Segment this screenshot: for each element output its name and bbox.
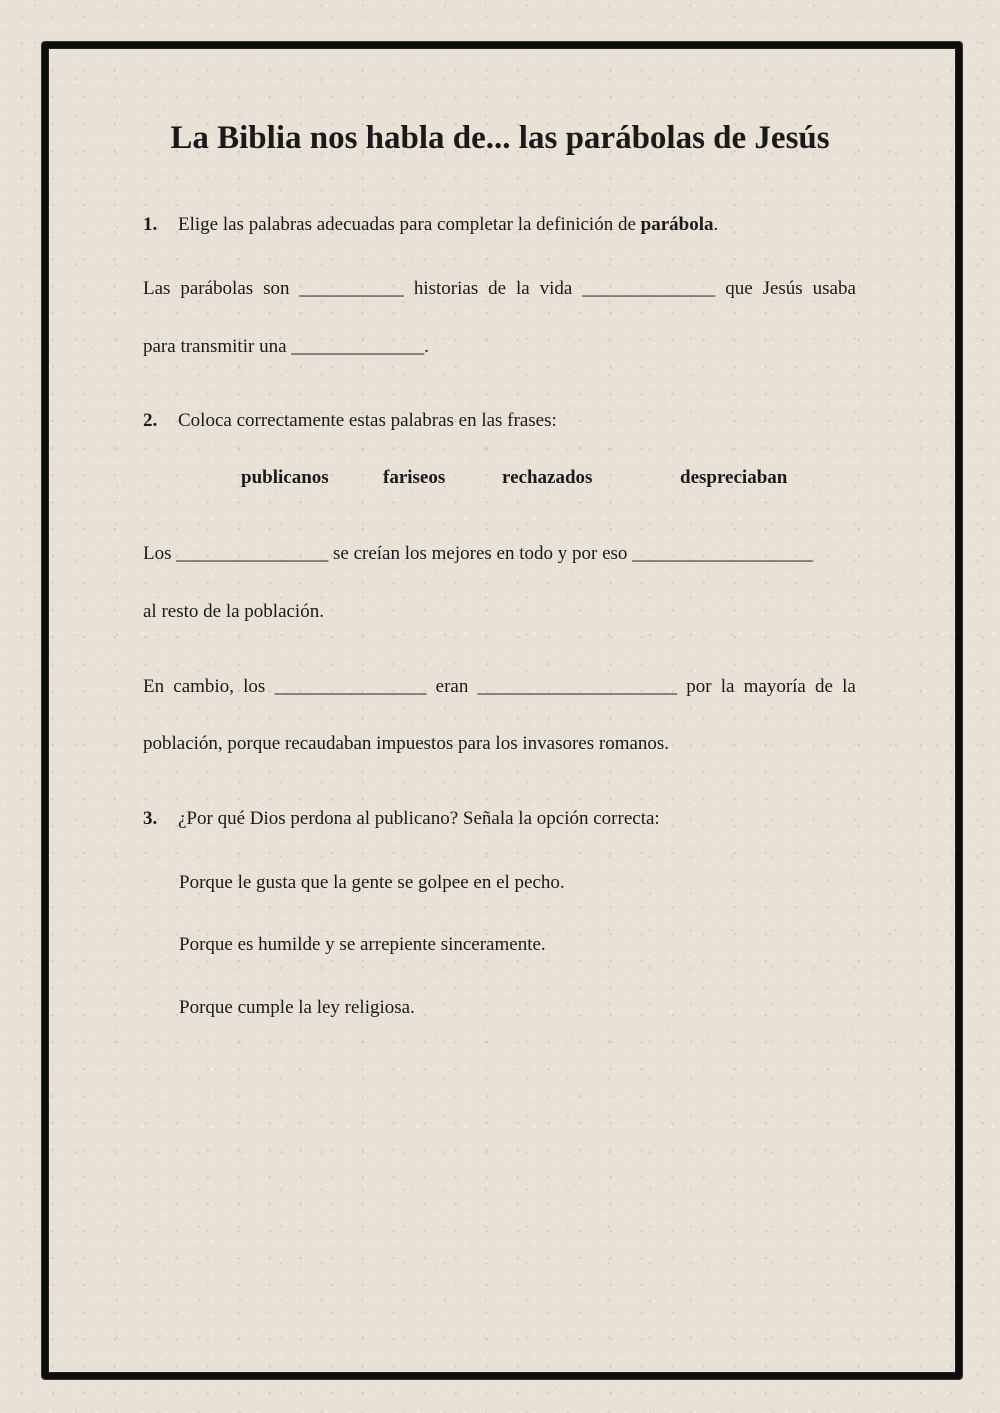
word: historias xyxy=(413,278,479,299)
word: vida xyxy=(539,278,573,299)
question-2 xyxy=(143,409,557,433)
word: son xyxy=(263,278,290,299)
blank-field-1[interactable]: ___________ xyxy=(299,278,404,299)
word-bank xyxy=(0,467,1000,491)
question-3-number: 3. xyxy=(143,808,158,829)
question-2-number: 2. xyxy=(143,410,158,431)
question-1-prompt-end: . xyxy=(713,214,719,235)
word: que xyxy=(725,278,753,299)
question-1-number: 1. xyxy=(143,214,158,235)
word: mayoría xyxy=(743,676,806,697)
word: En xyxy=(143,676,165,697)
question-3 xyxy=(143,807,660,831)
word: eran xyxy=(435,676,469,697)
word: la xyxy=(842,676,856,697)
word: por xyxy=(686,676,712,697)
sentence-2-line-2: población, porque recaudaban impuestos para los invasores romanos. xyxy=(143,733,670,754)
sentence-1-line-1: Los ________________ se creían los mejores en todo y por eso ___________________ xyxy=(143,543,813,564)
answer-option-3[interactable]: Porque cumple la ley religiosa. xyxy=(179,997,415,1018)
word-bank-item[interactable]: rechazados xyxy=(502,467,593,488)
answer-option-2[interactable]: Porque es humilde y se arrepiente sinceramente. xyxy=(179,934,546,955)
blank-field-4[interactable]: _____________________ xyxy=(477,676,678,697)
question-1-prompt: Elige las palabras adecuadas para completar la definición de xyxy=(178,214,641,235)
blank-field-2[interactable]: ______________ xyxy=(582,278,716,299)
word-bank-item[interactable]: publicanos xyxy=(241,467,329,488)
word: la xyxy=(516,278,530,299)
word: Las xyxy=(143,278,171,299)
word: cambio, xyxy=(173,676,234,697)
question-3-prompt: ¿Por qué Dios perdona al publicano? Señala la opción correcta: xyxy=(178,808,660,829)
word-bank-item[interactable]: despreciaban xyxy=(680,467,788,488)
word: de xyxy=(488,278,507,299)
sentence-1-line-2: al resto de la población. xyxy=(143,601,324,622)
question-1-keyword: parábola xyxy=(640,214,714,235)
word: parábolas xyxy=(180,278,254,299)
word: los xyxy=(243,676,266,697)
page-title: La Biblia nos habla de... las parábolas de Jesús xyxy=(170,120,830,156)
word-bank-item[interactable]: fariseos xyxy=(383,467,446,488)
definition-line-1 xyxy=(143,277,856,301)
question-2-prompt: Coloca correctamente estas palabras en las frases: xyxy=(178,410,557,431)
definition-line-2: para transmitir una ______________. xyxy=(143,336,430,357)
page-border xyxy=(42,42,962,1379)
word: Jesús xyxy=(762,278,803,299)
word: usaba xyxy=(812,278,856,299)
word: de xyxy=(815,676,833,697)
answer-option-1[interactable]: Porque le gusta que la gente se golpee en el pecho. xyxy=(179,872,565,893)
sentence-2-line-1 xyxy=(143,675,856,699)
word: la xyxy=(720,676,735,697)
blank-field-3[interactable]: ________________ xyxy=(274,676,427,697)
question-1 xyxy=(143,213,718,237)
